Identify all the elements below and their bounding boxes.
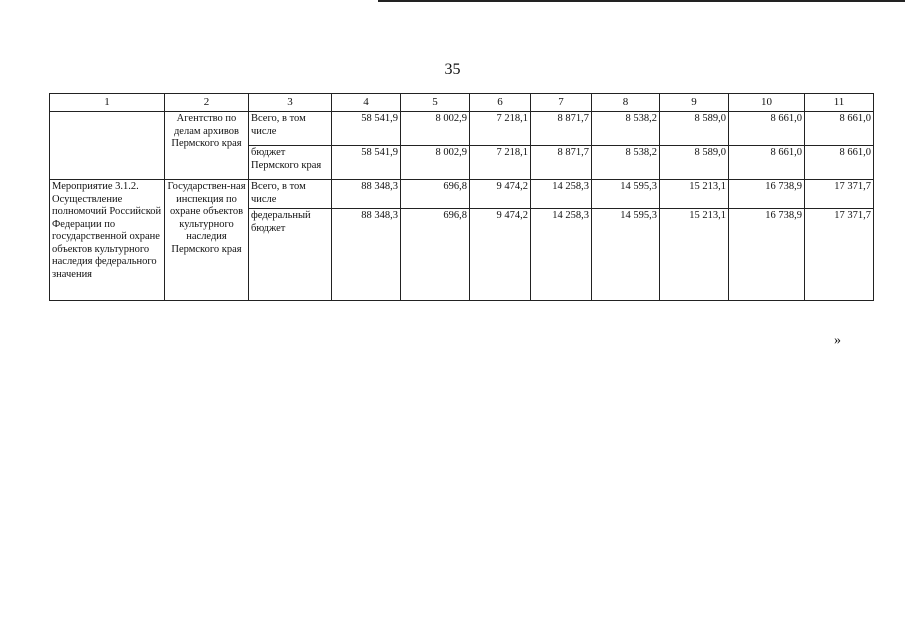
source-cell: бюджет Пермского края	[249, 146, 332, 180]
header-cell: 2	[165, 94, 249, 112]
value-cell: 58 541,9	[332, 146, 401, 180]
value-cell: 14 258,3	[531, 209, 592, 301]
top-rule	[378, 0, 905, 2]
executor-cell: Агентство по делам архивов Пермского края	[165, 112, 249, 180]
value-cell: 9 474,2	[470, 180, 531, 209]
header-cell: 8	[592, 94, 660, 112]
value-cell: 8 871,7	[531, 112, 592, 146]
header-cell: 10	[729, 94, 805, 112]
activity-cell: Мероприятие 3.1.2. Осуществление полномочий Российской Федерации по государственной охране объектов культурного наследия федерального значения	[50, 180, 165, 301]
value-cell: 14 595,3	[592, 180, 660, 209]
header-cell: 9	[660, 94, 729, 112]
value-cell: 8 661,0	[805, 112, 874, 146]
value-cell: 8 661,0	[805, 146, 874, 180]
value-cell: 15 213,1	[660, 209, 729, 301]
header-cell: 3	[249, 94, 332, 112]
value-cell: 696,8	[401, 180, 470, 209]
value-cell: 8 871,7	[531, 146, 592, 180]
header-cell: 7	[531, 94, 592, 112]
header-row	[50, 94, 874, 112]
value-cell: 16 738,9	[729, 180, 805, 209]
value-cell: 15 213,1	[660, 180, 729, 209]
value-cell: 58 541,9	[332, 112, 401, 146]
value-cell: 8 002,9	[401, 112, 470, 146]
executor-cell: Государствен-ная инспекция по охране объектов культурного наследия Пермского края	[165, 180, 249, 301]
value-cell: 14 595,3	[592, 209, 660, 301]
value-cell: 9 474,2	[470, 209, 531, 301]
header-cell: 6	[470, 94, 531, 112]
value-cell: 16 738,9	[729, 209, 805, 301]
value-cell: 7 218,1	[470, 112, 531, 146]
value-cell: 17 371,7	[805, 180, 874, 209]
activity-cell	[50, 112, 165, 180]
table-row	[50, 180, 874, 209]
value-cell: 8 589,0	[660, 146, 729, 180]
value-cell: 88 348,3	[332, 180, 401, 209]
closing-quote-mark: »	[834, 333, 841, 348]
value-cell: 8 661,0	[729, 146, 805, 180]
table-row	[50, 112, 874, 146]
value-cell: 14 258,3	[531, 180, 592, 209]
header-cell: 5	[401, 94, 470, 112]
header-cell: 4	[332, 94, 401, 112]
header-cell: 1	[50, 94, 165, 112]
source-cell: Всего, в том числе	[249, 112, 332, 146]
budget-table	[49, 93, 874, 301]
source-cell: Всего, в том числе	[249, 180, 332, 209]
value-cell: 8 589,0	[660, 112, 729, 146]
value-cell: 8 661,0	[729, 112, 805, 146]
value-cell: 7 218,1	[470, 146, 531, 180]
page-number: 35	[444, 61, 461, 78]
value-cell: 8 538,2	[592, 112, 660, 146]
header-cell: 11	[805, 94, 874, 112]
source-cell: федеральный бюджет	[249, 209, 332, 301]
value-cell: 696,8	[401, 209, 470, 301]
value-cell: 8 538,2	[592, 146, 660, 180]
value-cell: 17 371,7	[805, 209, 874, 301]
value-cell: 88 348,3	[332, 209, 401, 301]
value-cell: 8 002,9	[401, 146, 470, 180]
